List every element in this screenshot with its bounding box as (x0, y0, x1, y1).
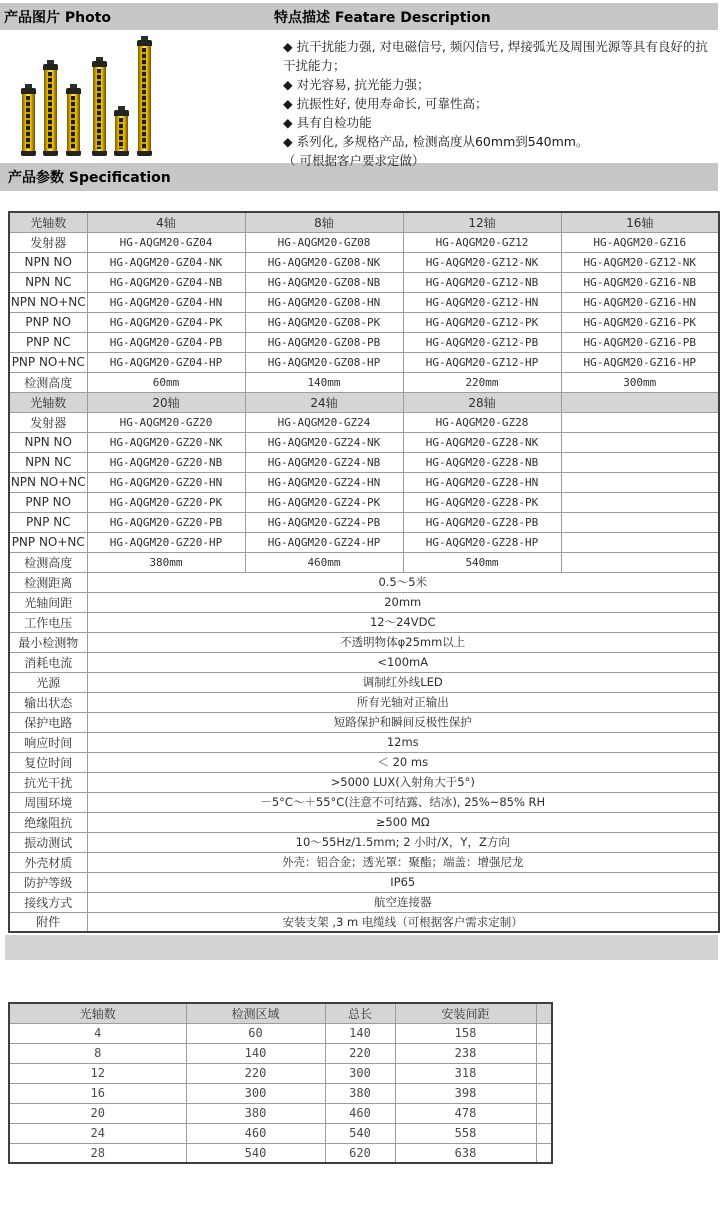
spec-value: 12ms (87, 732, 719, 752)
model-row (9, 532, 719, 552)
spec-value: 10～55Hz/1.5mm; 2 小时/X，Y，Z方向 (87, 832, 719, 852)
spec-value: 20mm (87, 592, 719, 612)
model-number-cell: HG-AQGM20-GZ20-HP (87, 532, 245, 552)
model-number-cell (561, 412, 719, 432)
model-row (9, 492, 719, 512)
model-row (9, 452, 719, 472)
model-number-cell (561, 532, 719, 552)
spec-row (9, 712, 719, 732)
dim-value-cell: 158 (395, 1023, 536, 1043)
model-number-cell: 220mm (403, 372, 561, 392)
dim-value-cell: 398 (395, 1083, 536, 1103)
feature-item: ◆ 对光容易, 抗光能力强； (283, 77, 430, 92)
photo-section-title: 产品图片 Photo (4, 9, 112, 26)
model-row (9, 292, 719, 312)
model-number-cell: HG-AQGM20-GZ12-HP (403, 352, 561, 372)
model-number-cell (561, 472, 719, 492)
model-number-cell: HG-AQGM20-GZ04 (87, 232, 245, 252)
spec-section-title: 产品参数 Specification (8, 170, 171, 186)
spec-value: 12～24VDC (87, 612, 719, 632)
dim-row (9, 1063, 552, 1083)
model-number-cell: HG-AQGM20-GZ20 (87, 412, 245, 432)
model-number-cell: HG-AQGM20-GZ12-NK (403, 252, 561, 272)
spec-label: 周围环境 (9, 792, 87, 812)
dim-value-cell: 380 (186, 1103, 325, 1123)
dim-row (9, 1123, 552, 1143)
model-number-cell: HG-AQGM20-GZ12 (403, 232, 561, 252)
spec-label: 光轴间距 (9, 592, 87, 612)
spec-label: 响应时间 (9, 732, 87, 752)
model-number-cell: HG-AQGM20-GZ04-PB (87, 332, 245, 352)
spec-label: 工作电压 (9, 612, 87, 632)
model-number-cell: HG-AQGM20-GZ28-NB (403, 452, 561, 472)
model-number-cell (561, 492, 719, 512)
model-number-cell: HG-AQGM20-GZ28 (403, 412, 561, 432)
column-header: 光轴数 (9, 1003, 186, 1023)
dim-value-cell: 28 (9, 1143, 186, 1163)
model-number-cell: HG-AQGM20-GZ12-PB (403, 332, 561, 352)
model-number-cell (561, 552, 719, 572)
dim-value-cell: 8 (9, 1043, 186, 1063)
light-curtain-image (10, 38, 180, 158)
spec-value: 短路保护和瞬间反极性保护 (87, 712, 719, 732)
model-row (9, 312, 719, 332)
dim-row (9, 1143, 552, 1163)
spec-label: 最小检测物 (9, 632, 87, 652)
photo-and-features-row (0, 30, 718, 168)
model-number-cell: 380mm (87, 552, 245, 572)
model-row (9, 232, 719, 252)
column-header (536, 1003, 552, 1023)
dim-row (9, 1083, 552, 1103)
spec-row (9, 752, 719, 772)
dim-value-cell (536, 1023, 552, 1043)
model-number-cell: HG-AQGM20-GZ16-HN (561, 292, 719, 312)
column-header: 安装间距 (395, 1003, 536, 1023)
spec-row (9, 572, 719, 592)
model-row (9, 252, 719, 272)
spec-row (9, 772, 719, 792)
dimensions-table (8, 1002, 553, 1164)
dim-value-cell: 24 (9, 1123, 186, 1143)
feature-item: ◆ 具有自检功能 (283, 115, 372, 130)
light-curtain-bar (44, 64, 57, 156)
column-header: 16轴 (561, 212, 719, 232)
row-label: 检测高度 (9, 372, 87, 392)
model-number-cell: HG-AQGM20-GZ08-HP (245, 352, 403, 372)
section-header-top (0, 3, 718, 30)
spec-label: 附件 (9, 912, 87, 932)
dim-value-cell: 300 (186, 1083, 325, 1103)
light-curtain-bar (67, 88, 80, 156)
spec-row (9, 872, 719, 892)
model-number-cell: HG-AQGM20-GZ16-NB (561, 272, 719, 292)
spec-row (9, 672, 719, 692)
column-header: 总长 (325, 1003, 395, 1023)
model-number-cell: 300mm (561, 372, 719, 392)
dim-value-cell: 460 (325, 1103, 395, 1123)
product-photo (0, 30, 283, 163)
spec-value: 调制红外线LED (87, 672, 719, 692)
spec-label: 抗光干扰 (9, 772, 87, 792)
model-number-cell: HG-AQGM20-GZ08-NB (245, 272, 403, 292)
model-number-cell: 460mm (245, 552, 403, 572)
row-label: 光轴数 (9, 212, 87, 232)
dim-value-cell (536, 1063, 552, 1083)
model-number-cell: HG-AQGM20-GZ20-PB (87, 512, 245, 532)
row-label: NPN NC (9, 452, 87, 472)
model-number-cell: HG-AQGM20-GZ28-HN (403, 472, 561, 492)
column-header: 检测区域 (186, 1003, 325, 1023)
model-number-cell: HG-AQGM20-GZ08-PB (245, 332, 403, 352)
model-number-cell: HG-AQGM20-GZ24 (245, 412, 403, 432)
dim-value-cell: 638 (395, 1143, 536, 1163)
dim-value-cell: 220 (325, 1043, 395, 1063)
model-number-cell: HG-AQGM20-GZ24-HN (245, 472, 403, 492)
spec-label: 光源 (9, 672, 87, 692)
model-number-cell: HG-AQGM20-GZ28-PK (403, 492, 561, 512)
model-number-cell: HG-AQGM20-GZ20-NB (87, 452, 245, 472)
dim-value-cell: 220 (186, 1063, 325, 1083)
specification-table (8, 211, 720, 933)
model-number-cell: HG-AQGM20-GZ16-HP (561, 352, 719, 372)
dim-value-cell: 558 (395, 1123, 536, 1143)
model-row (9, 332, 719, 352)
column-header: 24轴 (245, 392, 403, 412)
spec-value: 外壳：铝合金；透光罩：聚酯；端盖：增强尼龙 (87, 852, 719, 872)
light-curtain-bar (138, 40, 151, 156)
spec-row (9, 692, 719, 712)
bottom-gray-strip (5, 935, 718, 960)
column-header: 8轴 (245, 212, 403, 232)
row-label: 检测高度 (9, 552, 87, 572)
model-number-cell: HG-AQGM20-GZ04-NK (87, 252, 245, 272)
model-number-cell: HG-AQGM20-GZ20-PK (87, 492, 245, 512)
model-number-cell (561, 432, 719, 452)
model-number-cell: HG-AQGM20-GZ20-HN (87, 472, 245, 492)
row-label: 发射器 (9, 232, 87, 252)
model-row (9, 552, 719, 572)
model-number-cell: HG-AQGM20-GZ20-NK (87, 432, 245, 452)
dim-value-cell: 140 (325, 1023, 395, 1043)
dim-value-cell (536, 1123, 552, 1143)
model-number-cell: HG-AQGM20-GZ08-HN (245, 292, 403, 312)
feature-item: （ 可根据客户要求定做） (283, 153, 425, 168)
spec-label: 复位时间 (9, 752, 87, 772)
model-number-cell: HG-AQGM20-GZ08-NK (245, 252, 403, 272)
row-label: NPN NO+NC (9, 292, 87, 312)
model-number-cell: HG-AQGM20-GZ16-PK (561, 312, 719, 332)
column-header: 12轴 (403, 212, 561, 232)
light-curtain-bar (22, 88, 35, 156)
model-number-cell: HG-AQGM20-GZ04-PK (87, 312, 245, 332)
model-number-cell: 60mm (87, 372, 245, 392)
dim-value-cell: 460 (186, 1123, 325, 1143)
dim-value-cell: 540 (325, 1123, 395, 1143)
dim-value-cell (536, 1143, 552, 1163)
spec-value: >5000 LUX(入射角大于5°) (87, 772, 719, 792)
model-number-cell: HG-AQGM20-GZ12-NB (403, 272, 561, 292)
dim-value-cell (536, 1043, 552, 1063)
dim-row (9, 1043, 552, 1063)
dim-value-cell: 478 (395, 1103, 536, 1123)
spec-value: ≥500 MΩ (87, 812, 719, 832)
model-number-cell: HG-AQGM20-GZ24-NK (245, 432, 403, 452)
dim-value-cell: 12 (9, 1063, 186, 1083)
dim-value-cell: 380 (325, 1083, 395, 1103)
spec-value: 航空连接器 (87, 892, 719, 912)
spec-value: ＜ 20 ms (87, 752, 719, 772)
dim-value-cell: 16 (9, 1083, 186, 1103)
dim-header-row (9, 1003, 552, 1023)
spec-value: －5°C～＋55°C(注意不可结露、结冰), 25%~85% RH (87, 792, 719, 812)
model-number-cell: 140mm (245, 372, 403, 392)
dim-value-cell: 300 (325, 1063, 395, 1083)
row-label: NPN NC (9, 272, 87, 292)
dim-value-cell: 20 (9, 1103, 186, 1123)
dim-value-cell: 140 (186, 1043, 325, 1063)
row-label: NPN NO (9, 252, 87, 272)
spec-row (9, 832, 719, 852)
model-number-cell: HG-AQGM20-GZ04-NB (87, 272, 245, 292)
spec-value: 所有光轴对正输出 (87, 692, 719, 712)
model-number-cell: HG-AQGM20-GZ24-PB (245, 512, 403, 532)
row-label: PNP NO+NC (9, 532, 87, 552)
light-curtain-bar (93, 61, 106, 156)
model-number-cell: HG-AQGM20-GZ24-HP (245, 532, 403, 552)
column-header: 28轴 (403, 392, 561, 412)
axis-count-header-row (9, 392, 719, 412)
row-label: 光轴数 (9, 392, 87, 412)
row-label: NPN NO (9, 432, 87, 452)
model-number-cell: HG-AQGM20-GZ04-HP (87, 352, 245, 372)
model-row (9, 512, 719, 532)
spec-row (9, 892, 719, 912)
spec-label: 防护等级 (9, 872, 87, 892)
row-label: PNP NO (9, 312, 87, 332)
dim-value-cell: 318 (395, 1063, 536, 1083)
model-number-cell: 540mm (403, 552, 561, 572)
spec-row (9, 612, 719, 632)
spec-row (9, 792, 719, 812)
features-section-title: 特点描述 Featare Description (274, 9, 491, 26)
model-number-cell: HG-AQGM20-GZ12-HN (403, 292, 561, 312)
spec-row (9, 632, 719, 652)
row-label: PNP NO (9, 492, 87, 512)
dim-row (9, 1023, 552, 1043)
model-number-cell: HG-AQGM20-GZ24-PK (245, 492, 403, 512)
spec-value: 0.5～5米 (87, 572, 719, 592)
specification-table-body (9, 212, 719, 932)
row-label: 发射器 (9, 412, 87, 432)
column-header: 4轴 (87, 212, 245, 232)
axis-count-header-row (9, 212, 719, 232)
feature-item: ◆ 抗振性好, 使用寿命长, 可靠性高； (283, 96, 488, 111)
model-number-cell: HG-AQGM20-GZ04-HN (87, 292, 245, 312)
dimensions-table-body (9, 1003, 552, 1163)
column-header: 20轴 (87, 392, 245, 412)
model-number-cell: HG-AQGM20-GZ24-NB (245, 452, 403, 472)
spec-value: 不透明物体φ25mm以上 (87, 632, 719, 652)
spec-value: <100mA (87, 652, 719, 672)
model-row (9, 372, 719, 392)
spec-row (9, 592, 719, 612)
dim-value-cell (536, 1083, 552, 1103)
light-curtain-bar (115, 110, 128, 156)
spec-label: 绝缘阻抗 (9, 812, 87, 832)
row-label: PNP NC (9, 332, 87, 352)
model-number-cell: HG-AQGM20-GZ28-HP (403, 532, 561, 552)
dim-row (9, 1103, 552, 1123)
spec-label: 振动测试 (9, 832, 87, 852)
dim-value-cell (536, 1103, 552, 1123)
feature-list (283, 30, 718, 168)
spec-label: 外壳材质 (9, 852, 87, 872)
model-row (9, 412, 719, 432)
model-number-cell: HG-AQGM20-GZ28-PB (403, 512, 561, 532)
spec-value: IP65 (87, 872, 719, 892)
spec-label: 保护电路 (9, 712, 87, 732)
product-spec-page (0, 3, 726, 1164)
spec-label: 消耗电流 (9, 652, 87, 672)
model-row (9, 272, 719, 292)
column-header (561, 392, 719, 412)
dim-value-cell: 60 (186, 1023, 325, 1043)
spec-label: 接线方式 (9, 892, 87, 912)
model-number-cell (561, 452, 719, 472)
model-row (9, 352, 719, 372)
spec-row (9, 852, 719, 872)
model-number-cell: HG-AQGM20-GZ16-PB (561, 332, 719, 352)
spec-label: 检测距离 (9, 572, 87, 592)
spec-row (9, 732, 719, 752)
feature-item: ◆ 抗干扰能力强, 对电磁信号, 频闪信号, 焊接弧光及周围光源等具有良好的抗干扰能力； (283, 39, 708, 73)
model-number-cell: HG-AQGM20-GZ08 (245, 232, 403, 252)
model-number-cell: HG-AQGM20-GZ08-PK (245, 312, 403, 332)
model-row (9, 472, 719, 492)
feature-item: ◆ 系列化, 多规格产品, 检测高度从60mm到540mm。 (283, 134, 589, 149)
model-number-cell: HG-AQGM20-GZ12-PK (403, 312, 561, 332)
row-label: PNP NC (9, 512, 87, 532)
row-label: PNP NO+NC (9, 352, 87, 372)
dim-value-cell: 238 (395, 1043, 536, 1063)
spec-label: 输出状态 (9, 692, 87, 712)
dim-value-cell: 620 (325, 1143, 395, 1163)
model-number-cell (561, 512, 719, 532)
spec-value: 安装支架 ,3 m 电缆线（可根据客户需求定制） (87, 912, 719, 932)
dim-value-cell: 4 (9, 1023, 186, 1043)
model-row (9, 432, 719, 452)
row-label: NPN NO+NC (9, 472, 87, 492)
spec-row (9, 652, 719, 672)
spec-row (9, 812, 719, 832)
dim-value-cell: 540 (186, 1143, 325, 1163)
model-number-cell: HG-AQGM20-GZ12-NK (561, 252, 719, 272)
model-number-cell: HG-AQGM20-GZ16 (561, 232, 719, 252)
model-number-cell: HG-AQGM20-GZ28-NK (403, 432, 561, 452)
spec-row (9, 912, 719, 932)
